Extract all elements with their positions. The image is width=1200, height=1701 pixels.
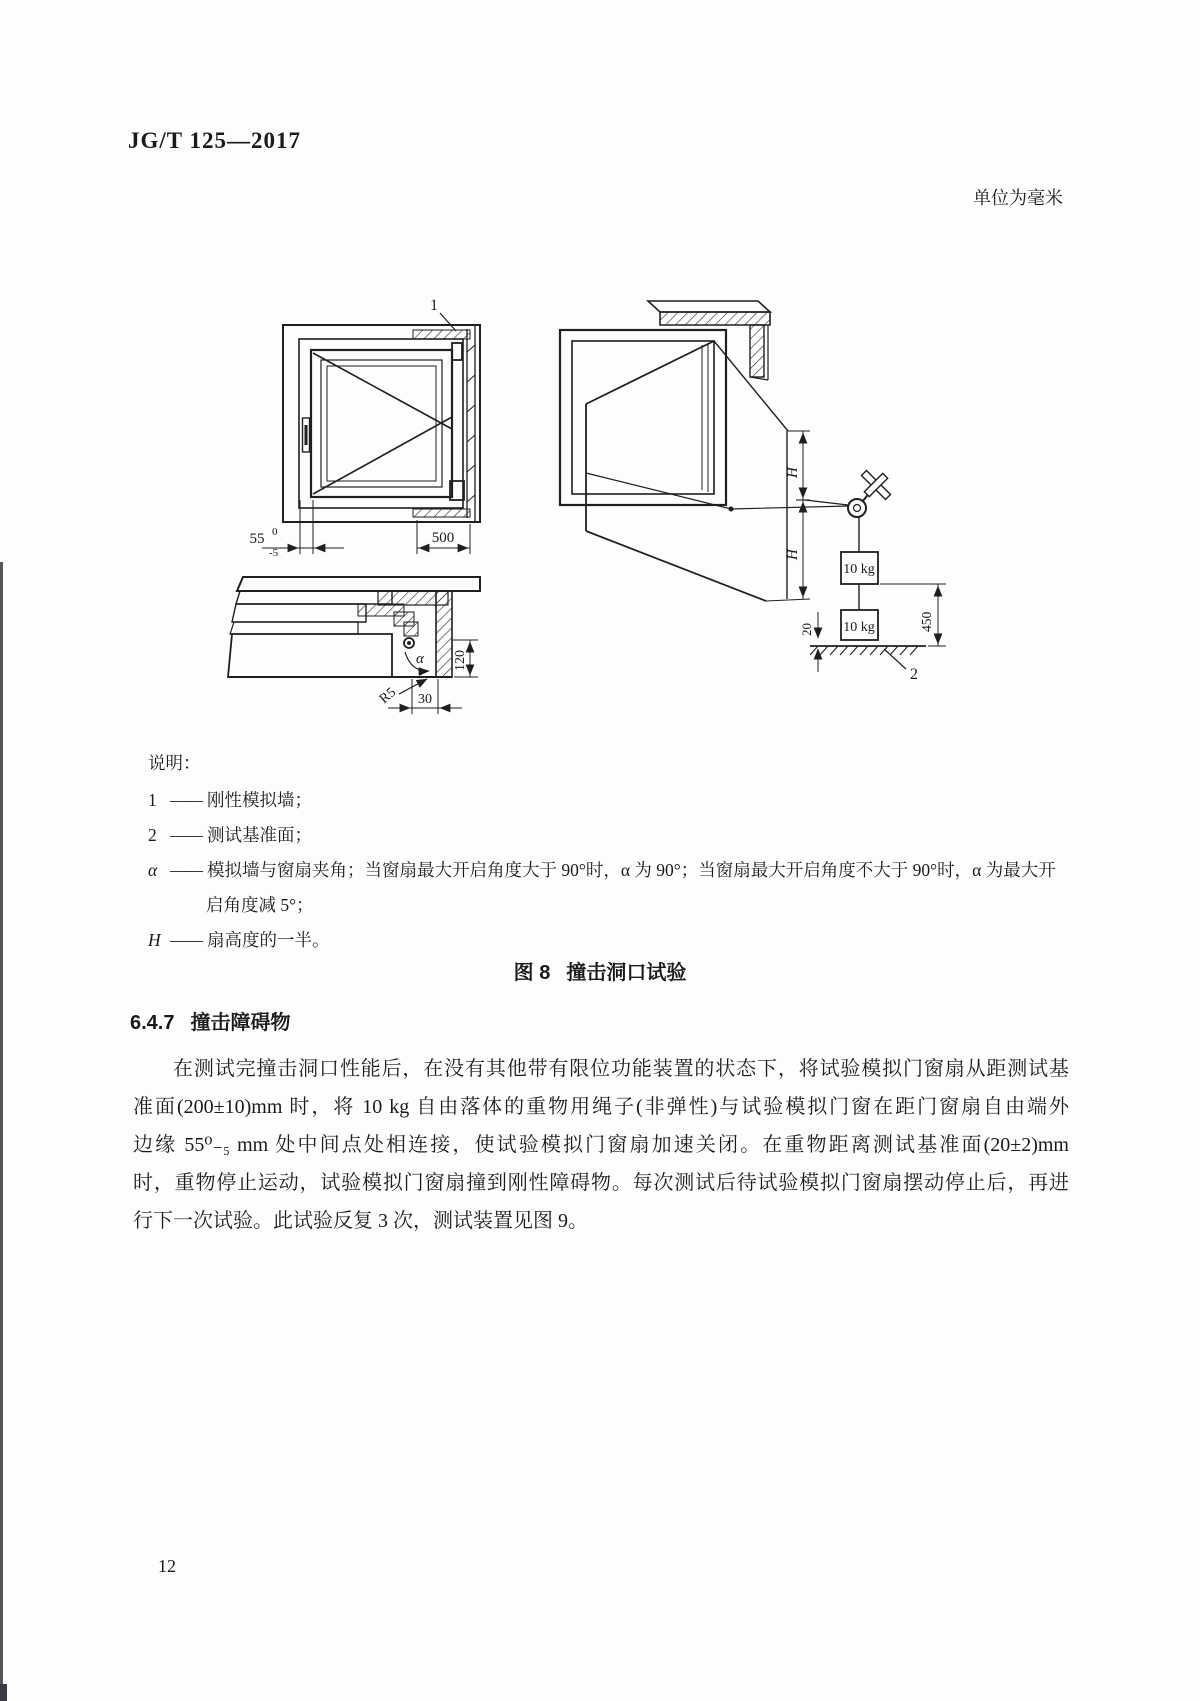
- figure-legend: [148, 750, 1056, 964]
- legend-title: 说明：: [148, 753, 201, 773]
- body-paragraph: [133, 1050, 1069, 1240]
- doc-number: JG/T 125—2017: [128, 128, 301, 153]
- wall-section-hatch: [436, 591, 452, 677]
- paragraph-line: 时，重物停止运动，试验模拟门窗扇撞到刚性障碍物。每次测试后待试验模拟门窗扇摆动停止后，再进: [133, 1172, 1069, 1194]
- section-title: 撞击障碍物: [190, 1012, 291, 1034]
- rope-line: [586, 473, 849, 509]
- paragraph-line: 边缘 55⁰₋₅ mm 处中间点处相连接，使试验模拟门窗扇加速关闭。在重物距离测试基准面(20±2)mm: [133, 1134, 1069, 1156]
- attachment-point: [729, 507, 734, 512]
- radius-label: R5: [376, 685, 400, 708]
- perspective-view: [560, 301, 926, 669]
- legend-text: 启角度减 5°；: [206, 895, 314, 915]
- rigid-wall-hatch-top: [413, 330, 470, 339]
- legend-text: 刚性模拟墙；: [207, 790, 312, 810]
- sash-bottom-edge: [586, 531, 766, 601]
- dim-55-tol-lower: -5: [269, 547, 279, 559]
- legend-symbol: 1: [148, 790, 157, 810]
- elevation-view: [283, 313, 480, 522]
- paragraph-line: 准面(200±10)mm 时，将 10 kg 自由落体的重物用绳子(非弹性)与试验模拟门窗在距门窗扇自由端外: [133, 1096, 1069, 1118]
- dim-55-tol-upper: 0: [272, 526, 278, 538]
- dim-20-value: 20: [799, 623, 814, 636]
- section-view: [228, 577, 480, 677]
- h-lower-label: H: [785, 549, 801, 560]
- sash-swing-line: [313, 417, 452, 494]
- legend-item-1: [148, 789, 1056, 811]
- rigid-wall-hatch-bottom: [413, 509, 470, 517]
- figure-caption-title: 撞击洞口试验: [566, 962, 687, 984]
- legend-dash: ——: [170, 930, 201, 950]
- weight-upper-label: 10 kg: [843, 562, 875, 577]
- wall-edge-lines: [467, 325, 475, 522]
- ref1-label: 1: [430, 297, 438, 314]
- figure-8-drawing: [0, 250, 1200, 720]
- legend-symbol: 2: [148, 825, 157, 845]
- legend-dash: ——: [170, 790, 201, 810]
- legend-text: 扇高度的一半。: [207, 930, 330, 950]
- h-upper-label: H: [785, 467, 801, 478]
- legend-item-2: [148, 824, 1056, 846]
- dim-55-value: 55: [249, 531, 265, 547]
- weight-lower-label: 10 kg: [843, 620, 875, 635]
- section-number: 6.4.7: [130, 1012, 175, 1034]
- ref2-label: 2: [910, 666, 918, 683]
- dim-120-value: 120: [453, 650, 468, 671]
- section-heading: [130, 1006, 290, 1035]
- wall-side-hatch: [750, 325, 764, 377]
- legend-item-alpha: [148, 859, 1056, 881]
- scan-edge-artifact: [0, 562, 3, 1701]
- legend-dash: ——: [170, 860, 201, 880]
- sash-top-edge: [586, 341, 714, 404]
- legend-text: 测试基准面；: [207, 825, 312, 845]
- figure-caption: [0, 956, 1200, 985]
- legend-item-h: [148, 929, 1056, 951]
- ref1-leader: [440, 313, 456, 331]
- legend-text: 模拟墙与窗扇夹角；当窗扇最大开启角度大于 90°时，α 为 90°；当窗扇最大开启角度不大于 90°时，α 为最大开: [207, 860, 1056, 880]
- unit-note: 单位为毫米: [973, 188, 1063, 208]
- wall-top-hatch: [660, 312, 770, 325]
- paragraph-line: 行下一次试验。此试验反复 3 次，测试装置见图 9。: [133, 1210, 588, 1232]
- page-number: 12: [158, 1556, 176, 1576]
- scan-edge-mark: [0, 1684, 7, 1701]
- window-handle-icon: [303, 418, 310, 452]
- legend-symbol: α: [148, 860, 158, 880]
- sash-swing-line: [313, 353, 452, 429]
- dim-450: [880, 584, 946, 646]
- dim-450-value: 450: [919, 611, 934, 632]
- reference-surface: [810, 646, 926, 655]
- legend-dash: ——: [170, 825, 201, 845]
- paragraph-line: 在测试完撞击洞口性能后，在没有其他带有限位功能装置的状态下，将试验模拟门窗扇从距测试基: [173, 1058, 1069, 1080]
- alpha-label: α: [416, 651, 424, 667]
- legend-symbol: H: [148, 930, 161, 950]
- corner-bracket: [452, 343, 462, 360]
- figure-caption-number: 图 8: [513, 962, 551, 984]
- legend-item-alpha-cont: [148, 894, 1056, 916]
- dim-500-value: 500: [431, 530, 455, 546]
- dim-30-value: 30: [418, 692, 432, 707]
